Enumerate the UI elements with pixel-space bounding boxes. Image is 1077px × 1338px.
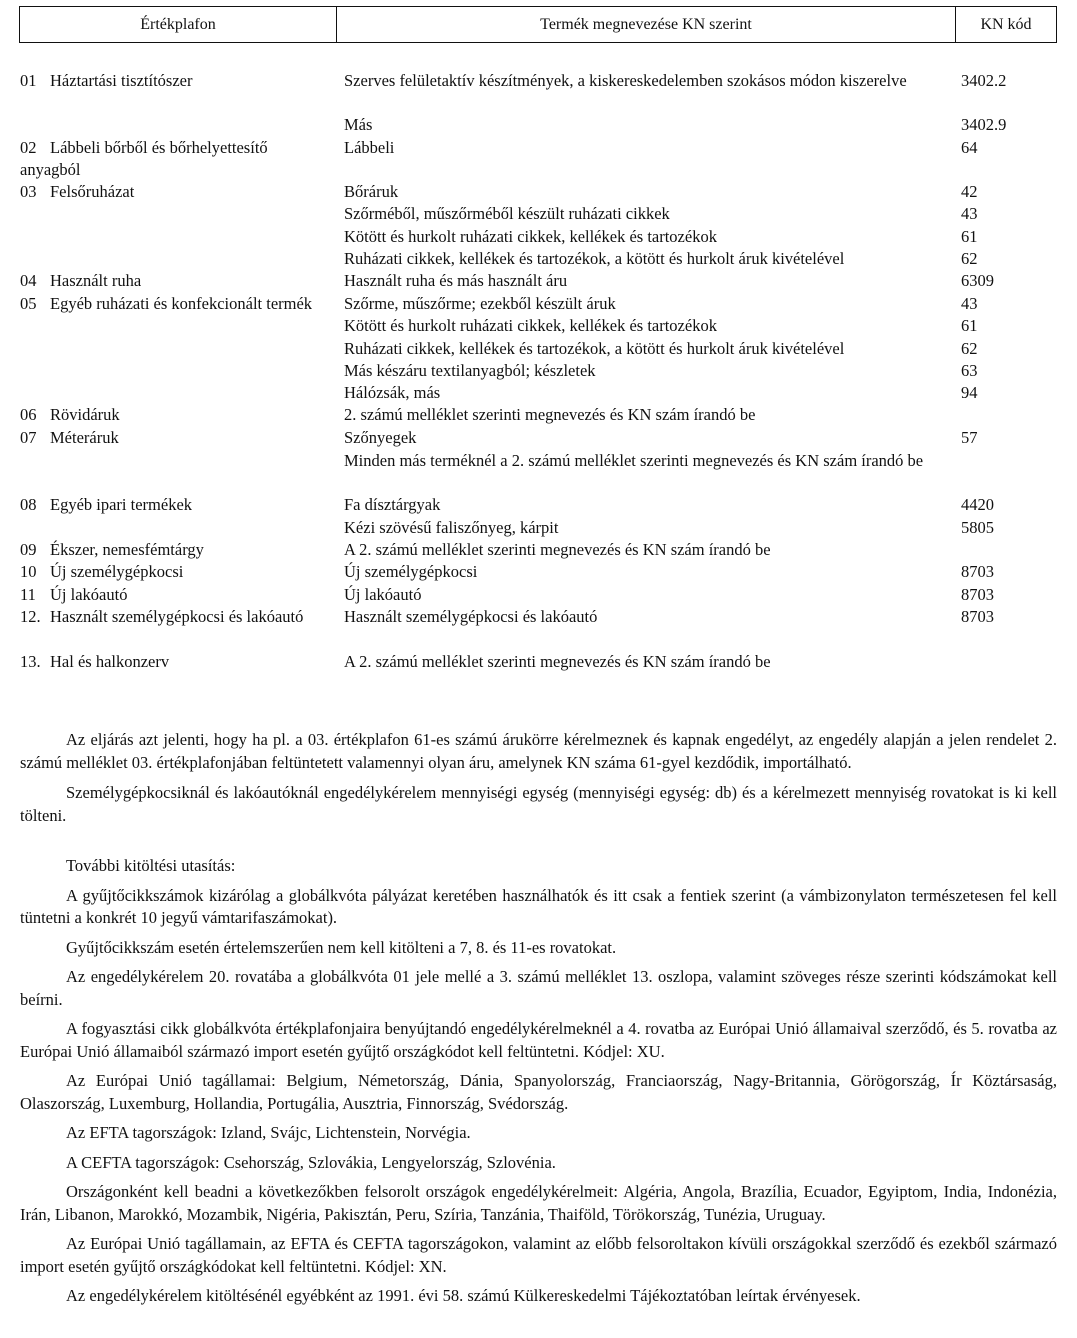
product-name: Bőráruk [344, 182, 399, 201]
value-ceiling-category [20, 382, 320, 404]
section-heading: További kitöltési utasítás: [66, 856, 236, 875]
product-name: Ruházati cikkek, kellékek és tartozékok, a kötött és hurkolt áruk kivételével [344, 339, 845, 358]
category-name: Rövidáruk [50, 405, 120, 424]
category-name: Háztartási tisztítószer [50, 71, 193, 90]
paragraph: Gyűjtőcikkszám esetén értelemszerűen nem kell kitölteni a 7, 8. és 11-es rovatokat. [66, 937, 617, 957]
product-name: Szőnyegek [344, 428, 417, 447]
kn-code: 8703 [961, 607, 994, 626]
product-name: Más [344, 115, 373, 134]
product-name: Hálózsák, más [344, 383, 441, 402]
product-name: Új lakóautó [344, 585, 422, 604]
value-ceiling-category [20, 517, 320, 539]
category-name: Egyéb ruházati és konfekcionált termék [50, 294, 313, 313]
category-name: Ékszer, nemesfémtárgy [50, 540, 204, 559]
product-name: A 2. számú melléklet szerinti megnevezés és KN szám írandó be [344, 540, 771, 559]
product-name: Új személygépkocsi [344, 562, 478, 581]
kn-code: 43 [961, 204, 978, 223]
value-ceiling-category [20, 114, 320, 136]
category-number: 05 [20, 294, 37, 313]
value-ceiling-category [20, 427, 320, 449]
header-value-ceiling: Értékplafon [20, 7, 337, 42]
category-number: 04 [20, 271, 37, 290]
paragraph: Az Európai Unió tagállamai: Belgium, Németország, Dánia, Spanyolország, Franciaország, Nagy-Britannia, Görögország, Ír Köztársaság, Olaszország, Luxemburg, Hollandia, Portugália, Ausztria, Finnország, Svédország. [20, 1071, 1057, 1113]
paragraph: Az eljárás azt jelenti, hogy ha pl. a 03. értékplafon 61-es számú árukörre kérelmeznek és kapnak engedélyt, az engedély alapján a jelen rendelet 2. számú melléklet 03. értékplafonjában feltüntetett valamennyi olyan áru, amelynek KN száma 61-gyel kezdődik, importálható. [20, 730, 1057, 772]
value-ceiling-category [20, 203, 320, 225]
value-ceiling-category [20, 584, 320, 606]
value-ceiling-category [20, 248, 320, 270]
value-ceiling-category [20, 70, 320, 92]
category-name: Hal és halkonzerv [50, 652, 170, 671]
value-ceiling-category [20, 226, 320, 248]
kn-code: 64 [961, 138, 978, 157]
paragraph: Személygépkocsiknál és lakóautóknál engedélykérelem mennyiségi egység (mennyiségi egység: db) és a kérelmezett mennyiség rovatokat is ki kell tölteni. [20, 783, 1057, 825]
value-ceiling-category [20, 404, 320, 426]
product-name: Más készáru textilanyagból; készletek [344, 361, 596, 380]
category-number: 10 [20, 562, 37, 581]
instructions-text [20, 729, 1057, 1308]
value-ceiling-category [20, 181, 320, 203]
kn-code: 63 [961, 361, 978, 380]
category-number: 13. [20, 652, 41, 671]
category-number: 12. [20, 607, 41, 626]
kn-code: 8703 [961, 585, 994, 604]
category-name: Használt ruha [50, 271, 142, 290]
value-ceiling-category [20, 137, 320, 181]
product-name: Szőrme, műszőrme; ezekből készült áruk [344, 294, 616, 313]
kn-code: 3402.2 [961, 71, 1007, 90]
paragraph: Az engedélykérelem kitöltésénél egyébként az 1991. évi 58. számú Külkereskedelmi Tájékoztatóban leírtak érvényesek. [66, 1286, 861, 1305]
category-name: Méteráruk [50, 428, 119, 447]
category-number: 11 [20, 585, 36, 604]
product-name: A 2. számú melléklet szerinti megnevezés és KN szám írandó be [344, 652, 771, 671]
value-ceiling-category [20, 651, 320, 673]
category-number: 03 [20, 182, 37, 201]
value-ceiling-category [20, 293, 320, 315]
kn-code: 4420 [961, 495, 994, 514]
category-name: Egyéb ipari termékek [50, 495, 193, 514]
paragraph: Az engedélykérelem 20. rovatába a globálkvóta 01 jele mellé a 3. számú melléklet 13. oszlopa, valamint szöveges része szerinti kódszámokat kell beírni. [20, 967, 1057, 1009]
value-ceiling-category [20, 450, 320, 472]
product-name: Lábbeli [344, 138, 395, 157]
product-name: Minden más terméknél a 2. számú melléklet szerinti megnevezés és KN szám írandó be [344, 451, 924, 470]
value-ceiling-category [20, 606, 320, 628]
product-name: Használt személygépkocsi és lakóautó [344, 607, 598, 626]
category-number: 07 [20, 428, 37, 447]
product-name: Szerves felületaktív készítmények, a kiskereskedelemben szokásos módon kiszerelve [344, 71, 907, 90]
kn-code: 62 [961, 339, 978, 358]
header-product-name: Termék megnevezése KN szerint [337, 7, 956, 42]
product-name: Kézi szövésű faliszőnyeg, kárpit [344, 518, 559, 537]
kn-code: 43 [961, 294, 978, 313]
paragraph: A fogyasztási cikk globálkvóta értékplafonjaira benyújtandó engedélykérelmeknél a 4. rovatba az Európai Unió államaival szerződő, és 5. rovatba az Európai Unió államaiból származó import esetén gyűjtő országkódot kell feltüntetni. Kódjel: XU. [20, 1019, 1057, 1061]
kn-code: 6309 [961, 271, 994, 290]
kn-code: 62 [961, 249, 978, 268]
value-ceiling-category [20, 561, 320, 583]
kn-code: 3402.9 [961, 115, 1007, 134]
category-number: 09 [20, 540, 37, 559]
value-ceiling-category [20, 338, 320, 360]
paragraph: Az EFTA tagországok: Izland, Svájc, Lichtenstein, Norvégia. [66, 1123, 471, 1142]
header-kn-code: KN kód [980, 15, 1032, 33]
category-number: 08 [20, 495, 37, 514]
product-name: Szőrméből, műszőrméből készült ruházati cikkek [344, 204, 670, 223]
value-ceiling-category [20, 270, 320, 292]
paragraph: Az Európai Unió tagállamain, az EFTA és CEFTA tagországokon, valamint az előbb felsoroltakon kívüli országokkal szerződő és ezekből származó import esetén gyűjtő országkódokat kell feltüntetni. Kódjel: XN. [20, 1234, 1057, 1276]
paragraph: Országonként kell beadni a következőkben felsorolt országok engedélykérelmeit: Algéria, Angola, Brazília, Ecuador, Egyiptom, India, Indonézia, Irán, Libanon, Marokkó, Mozambik, Nigéria, Pakisztán, Peru, Szíria, Tanzánia, Thaiföld, Törökország, Tunézia, Uruguay. [20, 1182, 1057, 1224]
category-name: Új személygépkocsi [50, 562, 184, 581]
kn-code: 8703 [961, 562, 994, 581]
kn-code: 57 [961, 428, 978, 447]
kn-code: 94 [961, 383, 978, 402]
category-number: 02 [20, 138, 37, 157]
category-name: Új lakóautó [50, 585, 128, 604]
product-name: Kötött és hurkolt ruházati cikkek, kellékek és tartozékok [344, 227, 717, 246]
value-ceiling-category [20, 494, 320, 516]
category-number: 01 [20, 71, 37, 90]
value-ceiling-category [20, 539, 320, 561]
kn-code: 5805 [961, 518, 994, 537]
paragraph: A CEFTA tagországok: Csehország, Szlovákia, Lengyelország, Szlovénia. [66, 1152, 556, 1172]
paragraph: A gyűjtőcikkszámok kizárólag a globálkvóta pályázat keretében használhatók és itt csak a fentiek szerint (a vámbizonylaton természetesen fel kell tüntetni a konkrét 10 jegyű vámtarifaszámokat). [20, 885, 1057, 927]
category-number: 06 [20, 405, 37, 424]
kn-code: 61 [961, 316, 978, 335]
kn-code: 61 [961, 227, 978, 246]
kn-code: 42 [961, 182, 978, 201]
product-name: Fa dísztárgyak [344, 495, 441, 514]
product-name: Használt ruha és más használt áru [344, 271, 568, 290]
category-name: Használt személygépkocsi és lakóautó [50, 607, 304, 626]
value-ceiling-category [20, 315, 320, 337]
table-header [19, 6, 1057, 43]
category-name: Lábbeli bőrből és bőrhelyettesítő anyagból [20, 138, 268, 179]
product-name: Ruházati cikkek, kellékek és tartozékok, a kötött és hurkolt áruk kivételével [344, 249, 845, 268]
product-name: 2. számú melléklet szerinti megnevezés és KN szám írandó be [344, 405, 756, 424]
value-ceiling-category [20, 360, 320, 382]
category-name: Felsőruházat [50, 182, 135, 201]
product-name: Kötött és hurkolt ruházati cikkek, kellékek és tartozékok [344, 316, 717, 335]
